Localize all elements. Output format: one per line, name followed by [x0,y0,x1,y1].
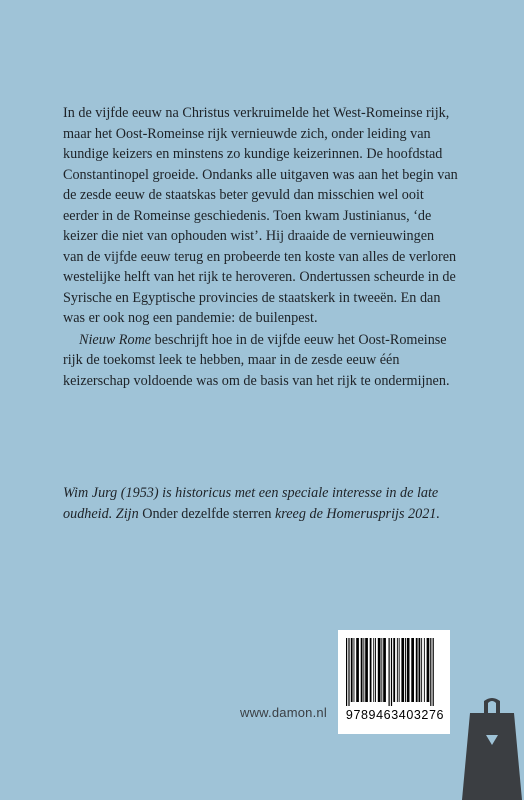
author-bio-text-2: kreeg de Homerusprijs 2021. [271,505,440,522]
barcode-bar [363,638,364,702]
barcode-bar [405,638,406,702]
publisher-website[interactable]: www.damon.nl [240,705,327,720]
barcode-bar [365,638,368,702]
barcode-bar [356,638,359,702]
barcode-bar [397,638,398,702]
author-bio [63,483,463,524]
barcode-bar [401,638,404,702]
isbn-barcode [338,630,450,734]
barcode-bar [399,638,400,702]
barcode-bar [378,638,381,702]
book-title-italic: Nieuw Rome [79,331,152,348]
barcode-bar [361,638,363,702]
barcode-bar [389,638,390,706]
barcode-bar [348,638,349,706]
blurb-paragraph-2 [63,330,458,392]
barcode-bar [421,638,422,702]
barcode-bar [393,638,395,702]
barcode-bar [354,638,355,702]
barcode-bar [430,638,431,706]
barcode-bar [433,638,434,706]
barcode-bar [391,638,392,706]
barcode-bar [416,638,418,702]
barcode-bar [407,638,410,702]
barcode-bar [375,638,376,702]
barcode-bar [419,638,421,702]
blurb-paragraph-1: In de vijfde eeuw na Christus verkruimelde het West-Romeinse rijk, maar het Oost-Romeinse rijk vernieuwde zich, onder leiding van kundige keizers en minstens zo kundige keizerinnen. De hoofdstad Constantinopel groeide. Ondanks alle uitgaven was aan het begin van de zesde eeuw de staatskas beter gevuld dan misschien wel ooit eerder in de Romeinse geschiedenis. Toen kwam Justinianus, ‘de keizer die niet van ophouden wist’. Hij draaide de vernieuwingen van de vijfde eeuw terug en probeerde ten koste van alles de verloren westelijke helft van het rijk te heroveren. Ondertussen scheurde in de Syrische en Egyptische provincies de staatskerk in tweeën. En dan was er ook nog een pandemie: de builenpest. [63,105,458,326]
barcode-bar [373,638,374,702]
previous-book-title: Onder dezelfde sterren [142,505,272,522]
barcode-bar [427,638,430,702]
barcode-bar [411,638,414,702]
barcode-bar [370,638,372,702]
author-bio-text-1: Wim Jurg (1953) is historicus met een speciale interesse in de late oudheid. Zijn [63,485,439,522]
barcode-bar [351,638,353,702]
barcode-bar [346,638,347,706]
barcode-bar [381,638,382,702]
book-blurb [63,103,458,391]
barcode-bars [344,638,444,706]
blurb-paragraph-2-text: beschrijft hoe in de vijfde eeuw het Oost-Romeinse rijk de toekomst leek te hebben, maar in de zesde eeuw één keizerschap voldoende was om de basis van het rijk te ondermijnen. [63,331,450,389]
barcode-bar [383,638,386,702]
isbn-number: 9789463403276 [345,708,445,722]
barcode-bar [424,638,425,702]
shopping-bag-icon [462,695,522,800]
